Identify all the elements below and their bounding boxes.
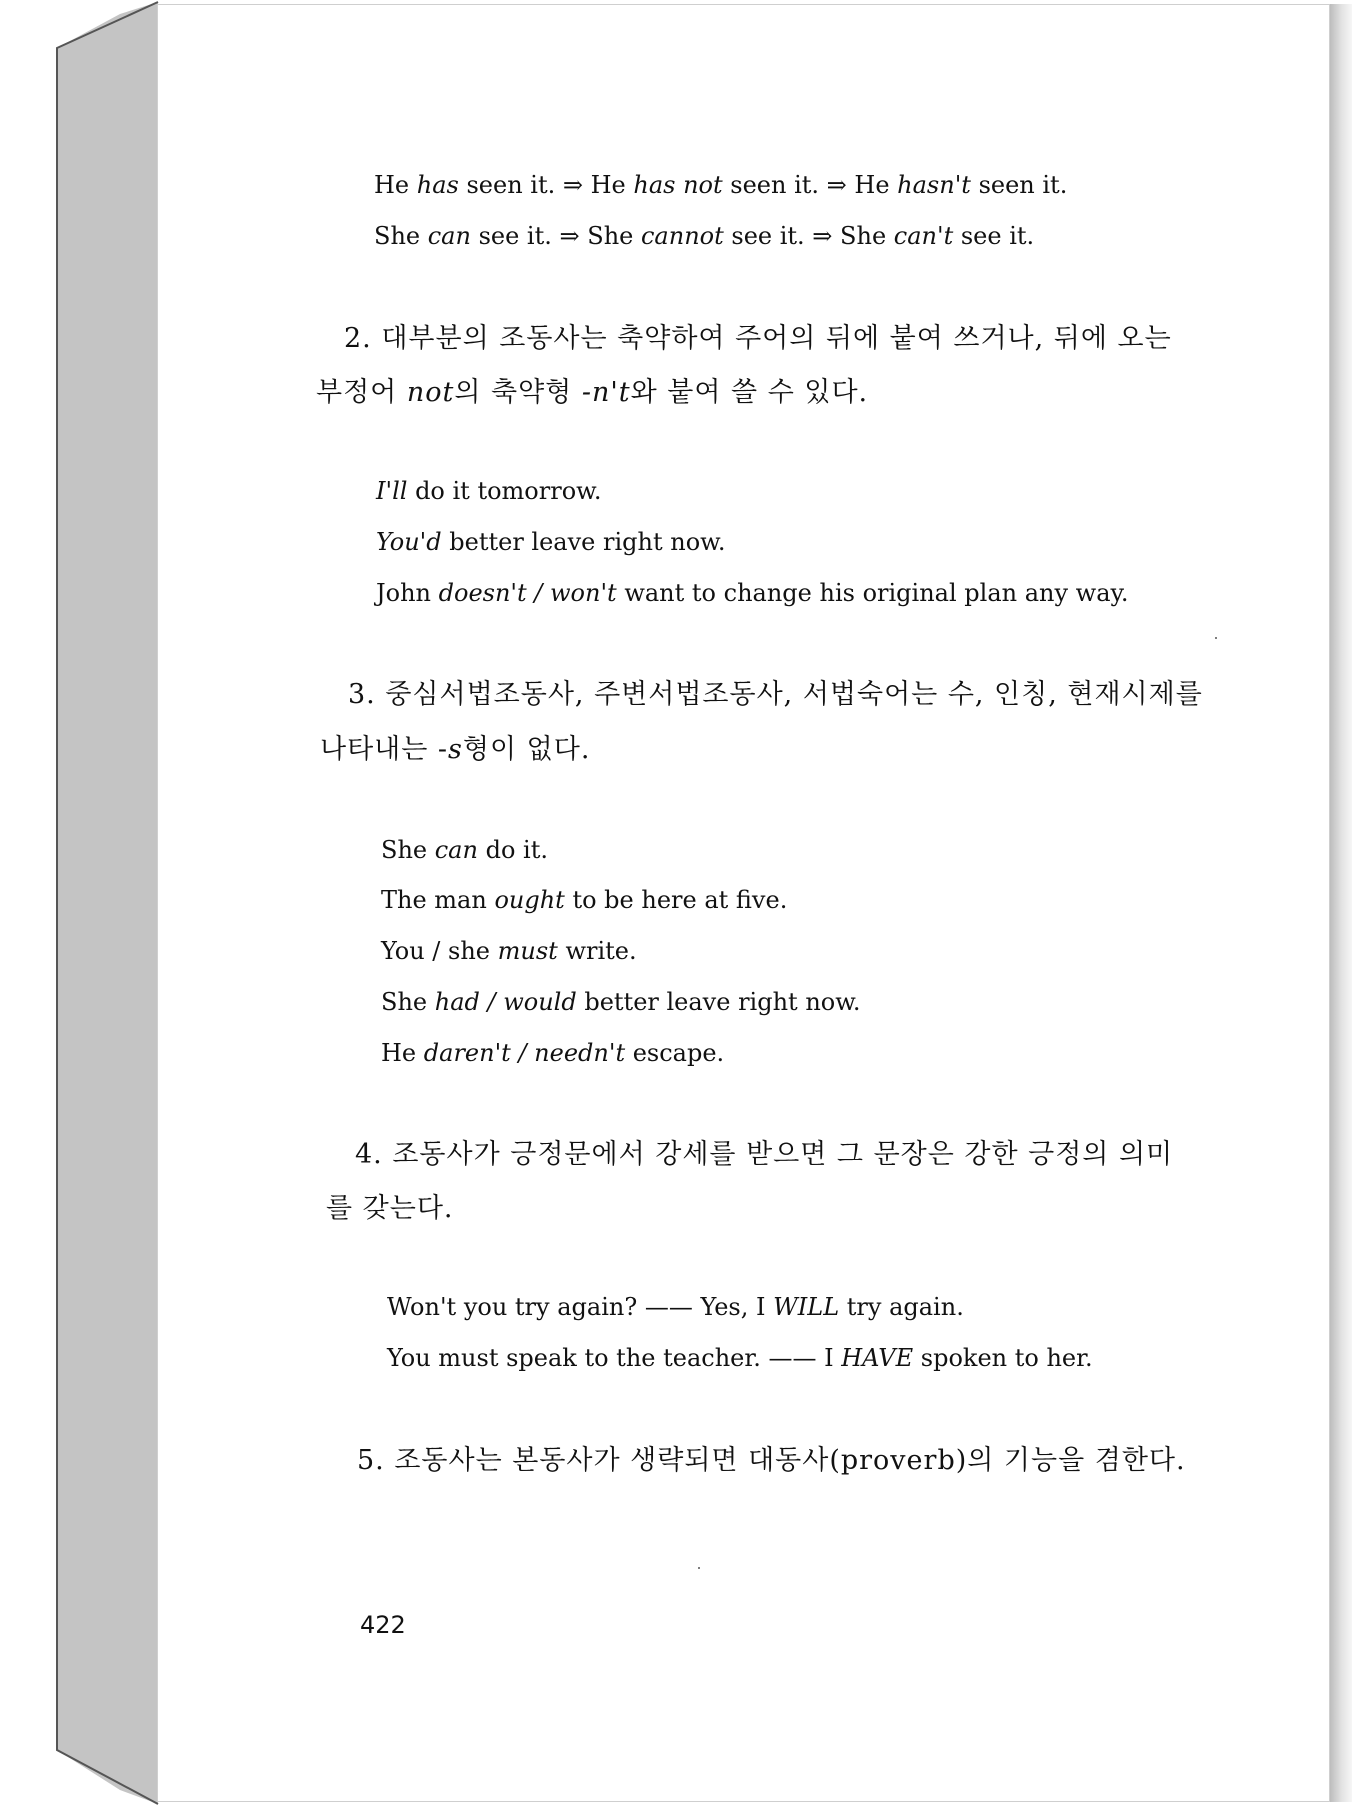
example-ill: I'll do it tomorrow. (376, 477, 602, 505)
page-edge-shadow (1330, 4, 1352, 1802)
example-will: Won't you try again? —— Yes, I WILL try again. (387, 1293, 964, 1321)
example-can: She can do it. (381, 836, 548, 864)
rule-4-line-2: 를 갖는다. (326, 1193, 454, 1224)
example-doesnt-wont: John doesn't / won't want to change his original plan any way. (376, 579, 1129, 607)
page-speck (1215, 637, 1217, 639)
example-hasnt: He has seen it. ⇒ He has not seen it. ⇒ He hasn't seen it. (374, 171, 1068, 199)
example-darent-neednt: He daren't / needn't escape. (381, 1039, 725, 1067)
example-youd: You'd better leave right now. (376, 528, 726, 556)
page-speck (698, 1567, 700, 1569)
example-ought: The man ought to be here at five. (381, 886, 788, 914)
page-number: 422 (360, 1611, 406, 1639)
example-have: You must speak to the teacher. —— I HAVE spoken to her. (387, 1344, 1093, 1372)
rule-2-line-2: 부정어 not의 축약형 -n't와 붙여 쓸 수 있다. (316, 377, 869, 408)
example-must: You / she must write. (381, 937, 637, 965)
rule-4-line-1: 4. 조동사가 긍정문에서 강세를 받으면 그 문장은 강한 긍정의 의미 (355, 1139, 1174, 1170)
rule-3-line-2: 나타내는 -s형이 없다. (320, 734, 591, 765)
example-cant: She can see it. ⇒ She cannot see it. ⇒ She can't see it. (374, 222, 1035, 250)
rule-2-line-1: 2. 대부분의 조동사는 축약하여 주어의 뒤에 붙여 쓰거나, 뒤에 오는 (344, 323, 1172, 354)
book-spine (0, 0, 160, 1806)
rule-5-line-1: 5. 조동사는 본동사가 생략되면 대동사(proverb)의 기능을 겸한다. (357, 1445, 1186, 1476)
rule-3-line-1: 3. 중심서법조동사, 주변서법조동사, 서법숙어는 수, 인칭, 현재시제를 (348, 679, 1203, 710)
example-had-would: She had / would better leave right now. (381, 988, 861, 1016)
